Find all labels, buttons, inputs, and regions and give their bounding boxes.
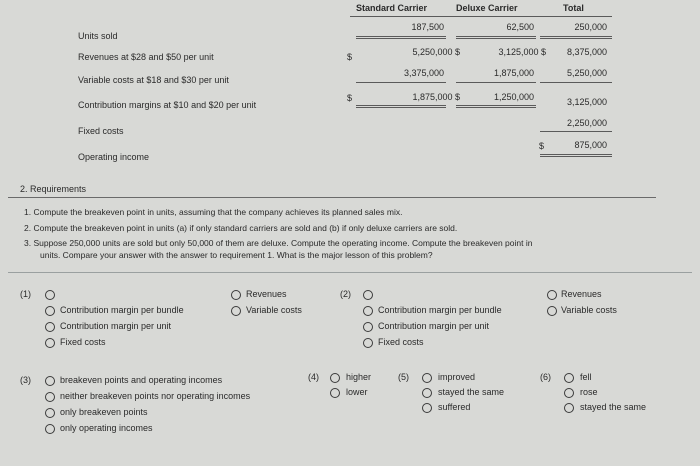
section-divider	[8, 272, 692, 273]
units-deluxe: 62,500	[506, 22, 534, 32]
requirement-1: 1. Compute the breakeven point in units, assuming that the company achieves its planned sales mix.	[24, 207, 403, 217]
q5-label-stayed: stayed the same	[438, 387, 505, 397]
q3-label-operating: only operating incomes	[60, 423, 153, 433]
q2-label-fixed: Fixed costs	[378, 337, 424, 347]
q3-number: (3)	[20, 375, 31, 385]
requirement-2: 2. Compute the breakeven point in units (a) if only standard carriers are sold and (b) if only deluxe carriers are sold.	[24, 223, 458, 233]
units-total: 250,000	[574, 22, 607, 32]
q2-radio-blank[interactable]	[363, 290, 373, 300]
row-label-variable: Variable costs at $18 and $30 per unit	[78, 75, 229, 85]
q1-label-fixed: Fixed costs	[60, 337, 106, 347]
q2-radio-contribution-bundle[interactable]	[363, 306, 373, 316]
row-label-contribution: Contribution margins at $10 and $20 per unit	[78, 100, 257, 110]
q6-label-fell: fell	[580, 372, 592, 382]
q4-label-lower: lower	[346, 387, 368, 397]
q3-radio-both[interactable]	[45, 376, 55, 386]
q3-radio-neither[interactable]	[45, 392, 55, 402]
q5-label-suffered: suffered	[438, 402, 471, 412]
requirement-3: 3. Suppose 250,000 units are sold but only 50,000 of them are deluxe. Compute the operating income. Compute the breakeven point in	[24, 238, 533, 248]
q6-radio-stayed[interactable]	[564, 403, 574, 413]
q1-label-contribution-bundle: Contribution margin per bundle	[60, 305, 184, 315]
q2-radio-revenues[interactable]	[547, 290, 557, 300]
q3-label-neither: neither breakeven points nor operating incomes	[60, 391, 251, 401]
q1-label-variable: Variable costs	[246, 305, 302, 315]
q6-number: (6)	[540, 372, 551, 382]
q2-radio-fixed[interactable]	[363, 338, 373, 348]
col-header-total: Total	[563, 3, 584, 13]
header-divider	[350, 16, 612, 17]
variable-deluxe: 1,875,000	[493, 68, 534, 78]
q6-radio-fell[interactable]	[564, 373, 574, 383]
q2-number: (2)	[340, 289, 351, 299]
variable-total: 5,250,000	[566, 68, 607, 78]
q2-radio-variable[interactable]	[547, 306, 557, 316]
q3-radio-operating[interactable]	[45, 424, 55, 434]
q1-radio-contribution-unit[interactable]	[45, 322, 55, 332]
q2-radio-contribution-unit[interactable]	[363, 322, 373, 332]
contribution-deluxe: 1,250,000	[493, 92, 534, 102]
units-standard: 187,500	[411, 22, 444, 32]
q3-radio-breakeven[interactable]	[45, 408, 55, 418]
q4-radio-lower[interactable]	[330, 388, 340, 398]
q6-label-stayed: stayed the same	[580, 402, 647, 412]
q4-number: (4)	[308, 372, 319, 382]
q5-number: (5)	[398, 372, 409, 382]
q1-radio-contribution-bundle[interactable]	[45, 306, 55, 316]
col-header-deluxe: Deluxe Carrier	[456, 3, 518, 13]
q1-radio-blank[interactable]	[45, 290, 55, 300]
contribution-total: 3,125,000	[566, 97, 607, 107]
contribution-standard: 1,875,000 $	[412, 92, 460, 102]
q5-label-improved: improved	[438, 372, 476, 382]
q1-radio-variable[interactable]	[231, 306, 241, 316]
q2-label-contribution-unit: Contribution margin per unit	[378, 321, 490, 331]
row-label-fixed: Fixed costs	[78, 126, 124, 136]
q3-label-both: breakeven points and operating incomes	[60, 375, 223, 385]
q1-number: (1)	[20, 289, 31, 299]
revenues-deluxe: 3,125,000 $	[498, 47, 546, 57]
q4-label-higher: higher	[346, 372, 372, 382]
col-header-standard: Standard Carrier	[356, 3, 428, 13]
q6-radio-rose[interactable]	[564, 388, 574, 398]
requirement-3-cont: units. Compare your answer with the answer to requirement 1. What is the major lesson of this problem?	[40, 250, 433, 260]
q2-label-variable: Variable costs	[561, 305, 617, 315]
dollar-revenues: $	[347, 52, 353, 62]
revenues-total: 8,375,000	[566, 47, 607, 57]
variable-standard: 3,375,000	[403, 68, 444, 78]
row-label-revenues: Revenues at $28 and $50 per unit	[78, 52, 214, 62]
row-label-operating: Operating income	[78, 152, 150, 162]
fixed-total: 2,250,000	[566, 118, 607, 128]
q6-label-rose: rose	[580, 387, 598, 397]
q5-radio-suffered[interactable]	[422, 403, 432, 413]
q1-label-contribution-unit: Contribution margin per unit	[60, 321, 172, 331]
q4-radio-higher[interactable]	[330, 373, 340, 383]
dollar-contribution: $	[347, 93, 353, 103]
q5-radio-stayed[interactable]	[422, 388, 432, 398]
requirements-heading: 2. Requirements	[20, 184, 87, 194]
dollar-operating: $	[539, 141, 545, 151]
q2-label-contribution-bundle: Contribution margin per bundle	[378, 305, 502, 315]
q2-label-revenues: Revenues	[561, 289, 602, 299]
operating-total: 875,000	[574, 140, 607, 150]
row-label-units: Units sold	[78, 31, 118, 41]
revenues-standard: 5,250,000 $	[412, 47, 460, 57]
q3-label-breakeven: only breakeven points	[60, 407, 148, 417]
requirements-divider	[8, 197, 656, 198]
q1-label-revenues: Revenues	[246, 289, 287, 299]
q5-radio-improved[interactable]	[422, 373, 432, 383]
q1-radio-revenues[interactable]	[231, 290, 241, 300]
q1-radio-fixed[interactable]	[45, 338, 55, 348]
